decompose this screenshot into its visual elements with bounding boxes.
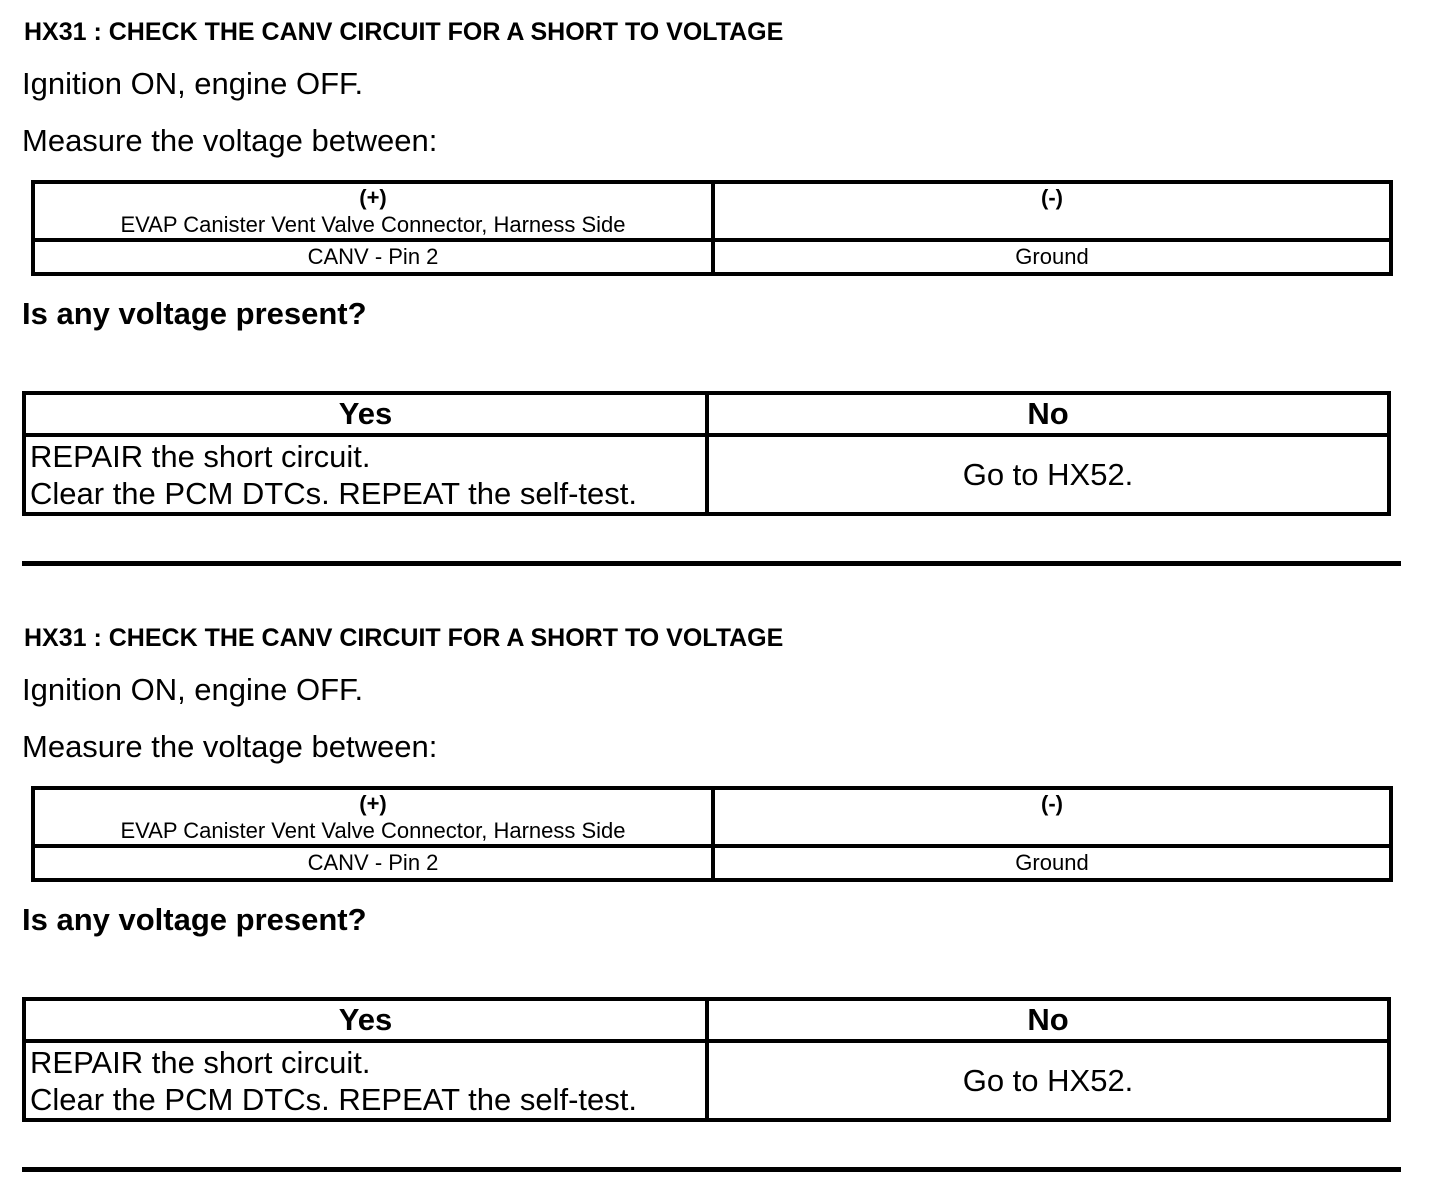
result-header-row [24, 393, 1389, 435]
no-action-cell: Go to HX52. [707, 1041, 1389, 1120]
condition-text: Ignition ON, engine OFF. [22, 66, 364, 101]
yes-action-line: REPAIR the short circuit. [30, 1044, 371, 1080]
positive-probe-value: CANV - Pin 2 [33, 240, 713, 274]
no-action-cell: Go to HX52. [707, 435, 1389, 514]
yes-action-line: Clear the PCM DTCs. REPEAT the self-test. [30, 1081, 637, 1117]
measurement-header-row [33, 788, 1391, 846]
measurement-table [31, 786, 1393, 882]
positive-probe-label: EVAP Canister Vent Valve Connector, Harness Side [120, 212, 626, 237]
positive-symbol: (+) [359, 791, 387, 816]
negative-probe-header [713, 788, 1391, 846]
measurement-header-row [33, 182, 1391, 240]
measurement-table [31, 180, 1393, 276]
negative-symbol: (-) [1041, 791, 1063, 816]
step-title: HX31 : CHECK THE CANV CIRCUIT FOR A SHORT TO VOLTAGE [24, 18, 784, 46]
negative-probe-value: Ground [713, 846, 1391, 880]
instruction-text: Measure the voltage between: [22, 729, 438, 764]
result-header-row [24, 999, 1389, 1041]
yes-action-line: REPAIR the short circuit. [30, 438, 371, 474]
question-text: Is any voltage present? [22, 902, 367, 937]
result-body-row [24, 435, 1389, 514]
question-text: Is any voltage present? [22, 296, 367, 331]
negative-probe-value: Ground [713, 240, 1391, 274]
positive-probe-header [33, 788, 713, 846]
yes-action-cell [24, 435, 707, 514]
positive-probe-value: CANV - Pin 2 [33, 846, 713, 880]
measurement-value-row [33, 846, 1391, 880]
step-title: HX31 : CHECK THE CANV CIRCUIT FOR A SHORT TO VOLTAGE [24, 624, 784, 652]
yes-action-cell [24, 1041, 707, 1120]
test-step-section [0, 0, 1440, 590]
result-table [22, 391, 1391, 516]
section-divider [22, 1167, 1401, 1172]
condition-text: Ignition ON, engine OFF. [22, 672, 364, 707]
yes-header: Yes [24, 393, 707, 435]
no-header: No [707, 999, 1389, 1041]
section-divider [22, 561, 1401, 566]
negative-probe-header [713, 182, 1391, 240]
positive-probe-header [33, 182, 713, 240]
measurement-value-row [33, 240, 1391, 274]
no-header: No [707, 393, 1389, 435]
yes-action-line: Clear the PCM DTCs. REPEAT the self-test. [30, 475, 637, 511]
yes-header: Yes [24, 999, 707, 1041]
negative-symbol: (-) [1041, 185, 1063, 210]
positive-symbol: (+) [359, 185, 387, 210]
test-step-section [0, 606, 1440, 1196]
result-table [22, 997, 1391, 1122]
instruction-text: Measure the voltage between: [22, 123, 438, 158]
positive-probe-label: EVAP Canister Vent Valve Connector, Harness Side [120, 818, 626, 843]
result-body-row [24, 1041, 1389, 1120]
